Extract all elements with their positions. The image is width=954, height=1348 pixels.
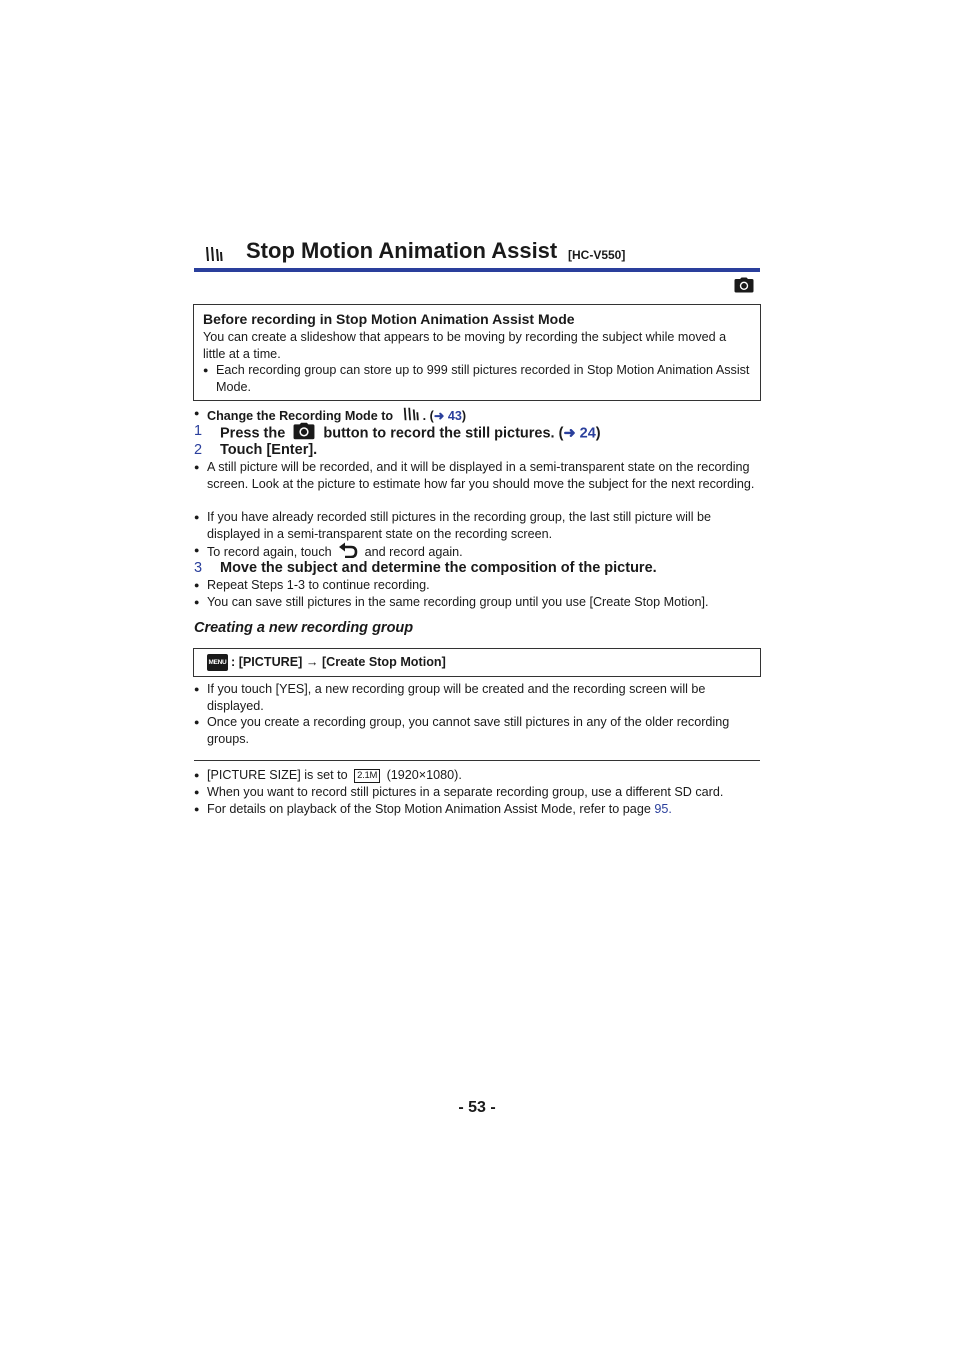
step-number: 1 xyxy=(194,423,203,439)
list-item: ● If you have already recorded still pictures in the recording group, the last still picture will be displayed in a semi-transparent state on the recording screen. xyxy=(194,510,712,541)
step-number: 2 xyxy=(194,442,203,458)
list-item: ● For details on playback of the Stop Motion Animation Assist Mode, refer to page 95. xyxy=(194,802,672,816)
bullet-dot: ● xyxy=(194,408,200,418)
menu-icon: MENU xyxy=(207,654,228,671)
divider xyxy=(194,760,760,761)
before-recording-intro: You can create a slideshow that appears to be moving by recording the subject while moved a little at a time. xyxy=(203,330,727,361)
page-number: - 53 - xyxy=(458,1099,496,1116)
list-item: ● You can save still pictures in the same recording group until you use [Create Stop Motion]. xyxy=(194,595,709,609)
before-recording-heading: Before recording in Stop Motion Animation Assist Mode xyxy=(203,311,575,327)
bullet-dot: ● xyxy=(203,365,209,375)
page-link-24[interactable]: ➜ 24 xyxy=(563,425,596,442)
menu-path-box xyxy=(193,648,761,677)
camera-icon xyxy=(734,277,754,298)
step-2 xyxy=(194,441,760,459)
section-heading: Creating a new recording group xyxy=(194,620,414,636)
title-rule xyxy=(194,268,760,272)
step-1: 1 Press the button to record the still pictures. (➜ 24) xyxy=(194,422,760,445)
list-item: ● When you want to record still pictures in a separate recording group, use a different SD card. xyxy=(194,785,724,799)
list-item: ● Once you create a recording group, you cannot save still pictures in any of the older recording groups. xyxy=(194,715,730,746)
list-item: ● [PICTURE SIZE] is set to 2.1M (1920×1080). xyxy=(194,768,462,782)
page-header xyxy=(204,236,764,268)
list-item: ● A still picture will be recorded, and it will be displayed in a semi-transparent state on the recording screen. Look at the picture to estimate how far you should move the subject for the next recording. xyxy=(194,460,755,491)
picture-size-badge: 2.1M xyxy=(354,769,380,783)
list-item: ● To record again, touch and record again. xyxy=(194,542,760,563)
list-item: ● If you touch [YES], a new recording group will be created and the recording screen will be displayed. xyxy=(194,682,706,713)
model-tag: [HC-V550] xyxy=(568,248,626,262)
bullet-text: Each recording group can store up to 999 still pictures recorded in Stop Motion Animation Assist Mode. xyxy=(216,363,750,394)
menu-path-text: : [PICTURE] → [Create Stop Motion] xyxy=(231,655,446,669)
before-recording-bullet xyxy=(203,362,751,396)
step-text: Touch [Enter]. xyxy=(220,442,318,458)
page-link-95[interactable]: 95 xyxy=(654,802,669,816)
stop-motion-icon xyxy=(204,244,224,269)
page-link-43[interactable]: ➜ 43 xyxy=(433,408,462,423)
before-recording-box xyxy=(193,304,761,401)
step-3 xyxy=(194,559,760,577)
step-number: 3 xyxy=(194,560,203,576)
change-mode-text: Change the Recording Mode to xyxy=(207,408,394,423)
list-item: ● Repeat Steps 1-3 to continue recording. xyxy=(194,578,430,592)
page-title: Stop Motion Animation Assist xyxy=(246,238,558,263)
step-text: Move the subject and determine the composition of the picture. xyxy=(220,560,657,576)
change-mode-line: ● Change the Recording Mode to . (➜ 43) xyxy=(194,405,760,428)
